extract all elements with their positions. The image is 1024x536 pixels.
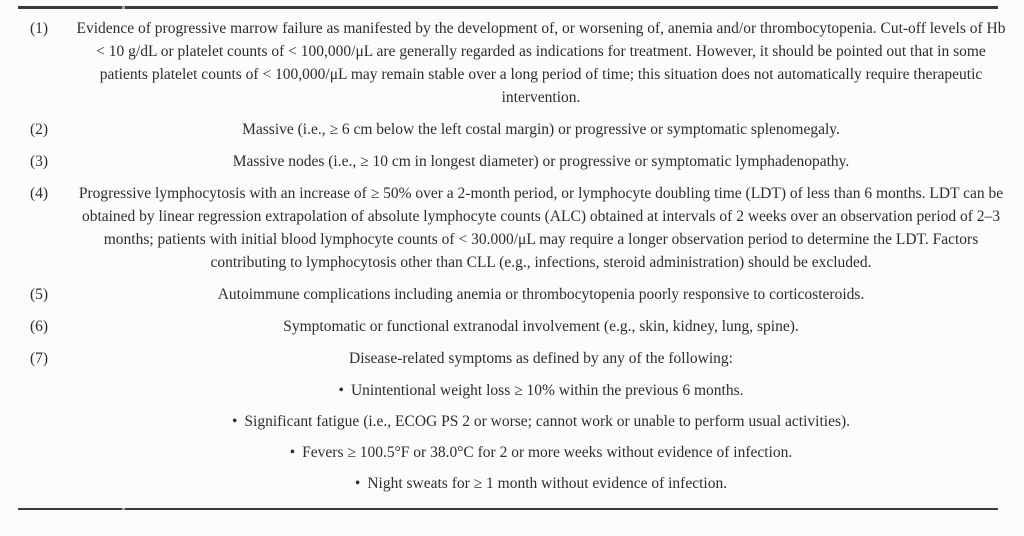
bullet-item-3 <box>0 441 1024 464</box>
criterion-number: (3) <box>30 152 49 170</box>
criterion-number: (4) <box>30 184 49 202</box>
bullet-text: Fevers ≥ 100.5°F or 38.0°C for 2 or more weeks without evidence of infection. <box>302 443 793 461</box>
bullet-item-1 <box>0 379 1024 402</box>
criterion-number: (5) <box>30 285 49 303</box>
criterion-text: Autoimmune complications including anemia or thrombocytopenia poorly responsive to corticosteroids. <box>217 285 865 303</box>
criterion-text: Disease-related symptoms as defined by any of the following: <box>349 349 733 367</box>
criterion-text: Massive nodes (i.e., ≥ 10 cm in longest diameter) or progressive or symptomatic lymphadenopathy. <box>232 152 850 170</box>
criterion-row-2 <box>0 118 1024 141</box>
bullet-icon: • <box>354 474 361 492</box>
table-bottom-rule <box>18 508 998 511</box>
criterion-row-5 <box>0 283 1024 306</box>
criterion-text: Symptomatic or functional extranodal involvement (e.g., skin, kidney, lung, spine). <box>283 317 799 335</box>
criteria-list <box>0 9 1024 508</box>
criterion-row-1 <box>0 17 1024 109</box>
bullet-text: Unintentional weight loss ≥ 10% within the previous 6 months. <box>350 381 744 399</box>
criterion-row-7 <box>0 347 1024 370</box>
bullet-icon: • <box>231 412 238 430</box>
criterion-text: Progressive lymphocytosis with an increase of ≥ 50% over a 2-month period, or lymphocyte doubling time (LDT) of less than 6 months. LDT can be obtained by linear regression extrapolation of absolute lymphocyte counts (ALC) obtained at intervals of 2 weeks over an observation period of 2–3 months; patients with initial blood lymphocyte counts of < 30.000/μL may require a longer observation period to determine the LDT. Factors contributing to lymphocytosis other than CLL (e.g., infections, steroid administration) should be excluded. <box>78 184 1004 271</box>
bullet-item-2 <box>0 410 1024 433</box>
criterion-number: (7) <box>30 349 49 367</box>
criterion-number: (2) <box>30 120 49 138</box>
criterion-row-4 <box>0 182 1024 274</box>
criterion-text: Evidence of progressive marrow failure as manifested by the development of, or worsening of, anemia and/or thrombocytopenia. Cut-off levels of Hb < 10 g/dL or platelet counts of < 100,000/μL are generally regarded as indications for treatment. However, it should be pointed out that in some patients platelet counts of < 100,000/μL may remain stable over a long period of time; this situation does not automatically require therapeutic intervention. <box>76 19 1006 106</box>
bullet-item-4 <box>0 472 1024 495</box>
criterion-number: (6) <box>30 317 49 335</box>
criterion-text: Massive (i.e., ≥ 6 cm below the left costal margin) or progressive or symptomatic splenomegaly. <box>242 120 840 138</box>
bullet-icon: • <box>338 381 344 399</box>
bullet-text: Significant fatigue (i.e., ECOG PS 2 or worse; cannot work or unable to perform usual activities). <box>244 412 851 430</box>
bullet-icon: • <box>289 443 296 461</box>
bullet-text: Night sweats for ≥ 1 month without evidence of infection. <box>367 474 728 492</box>
criterion-row-6 <box>0 315 1024 338</box>
criterion-number: (1) <box>30 19 49 37</box>
criterion-row-3 <box>0 150 1024 173</box>
